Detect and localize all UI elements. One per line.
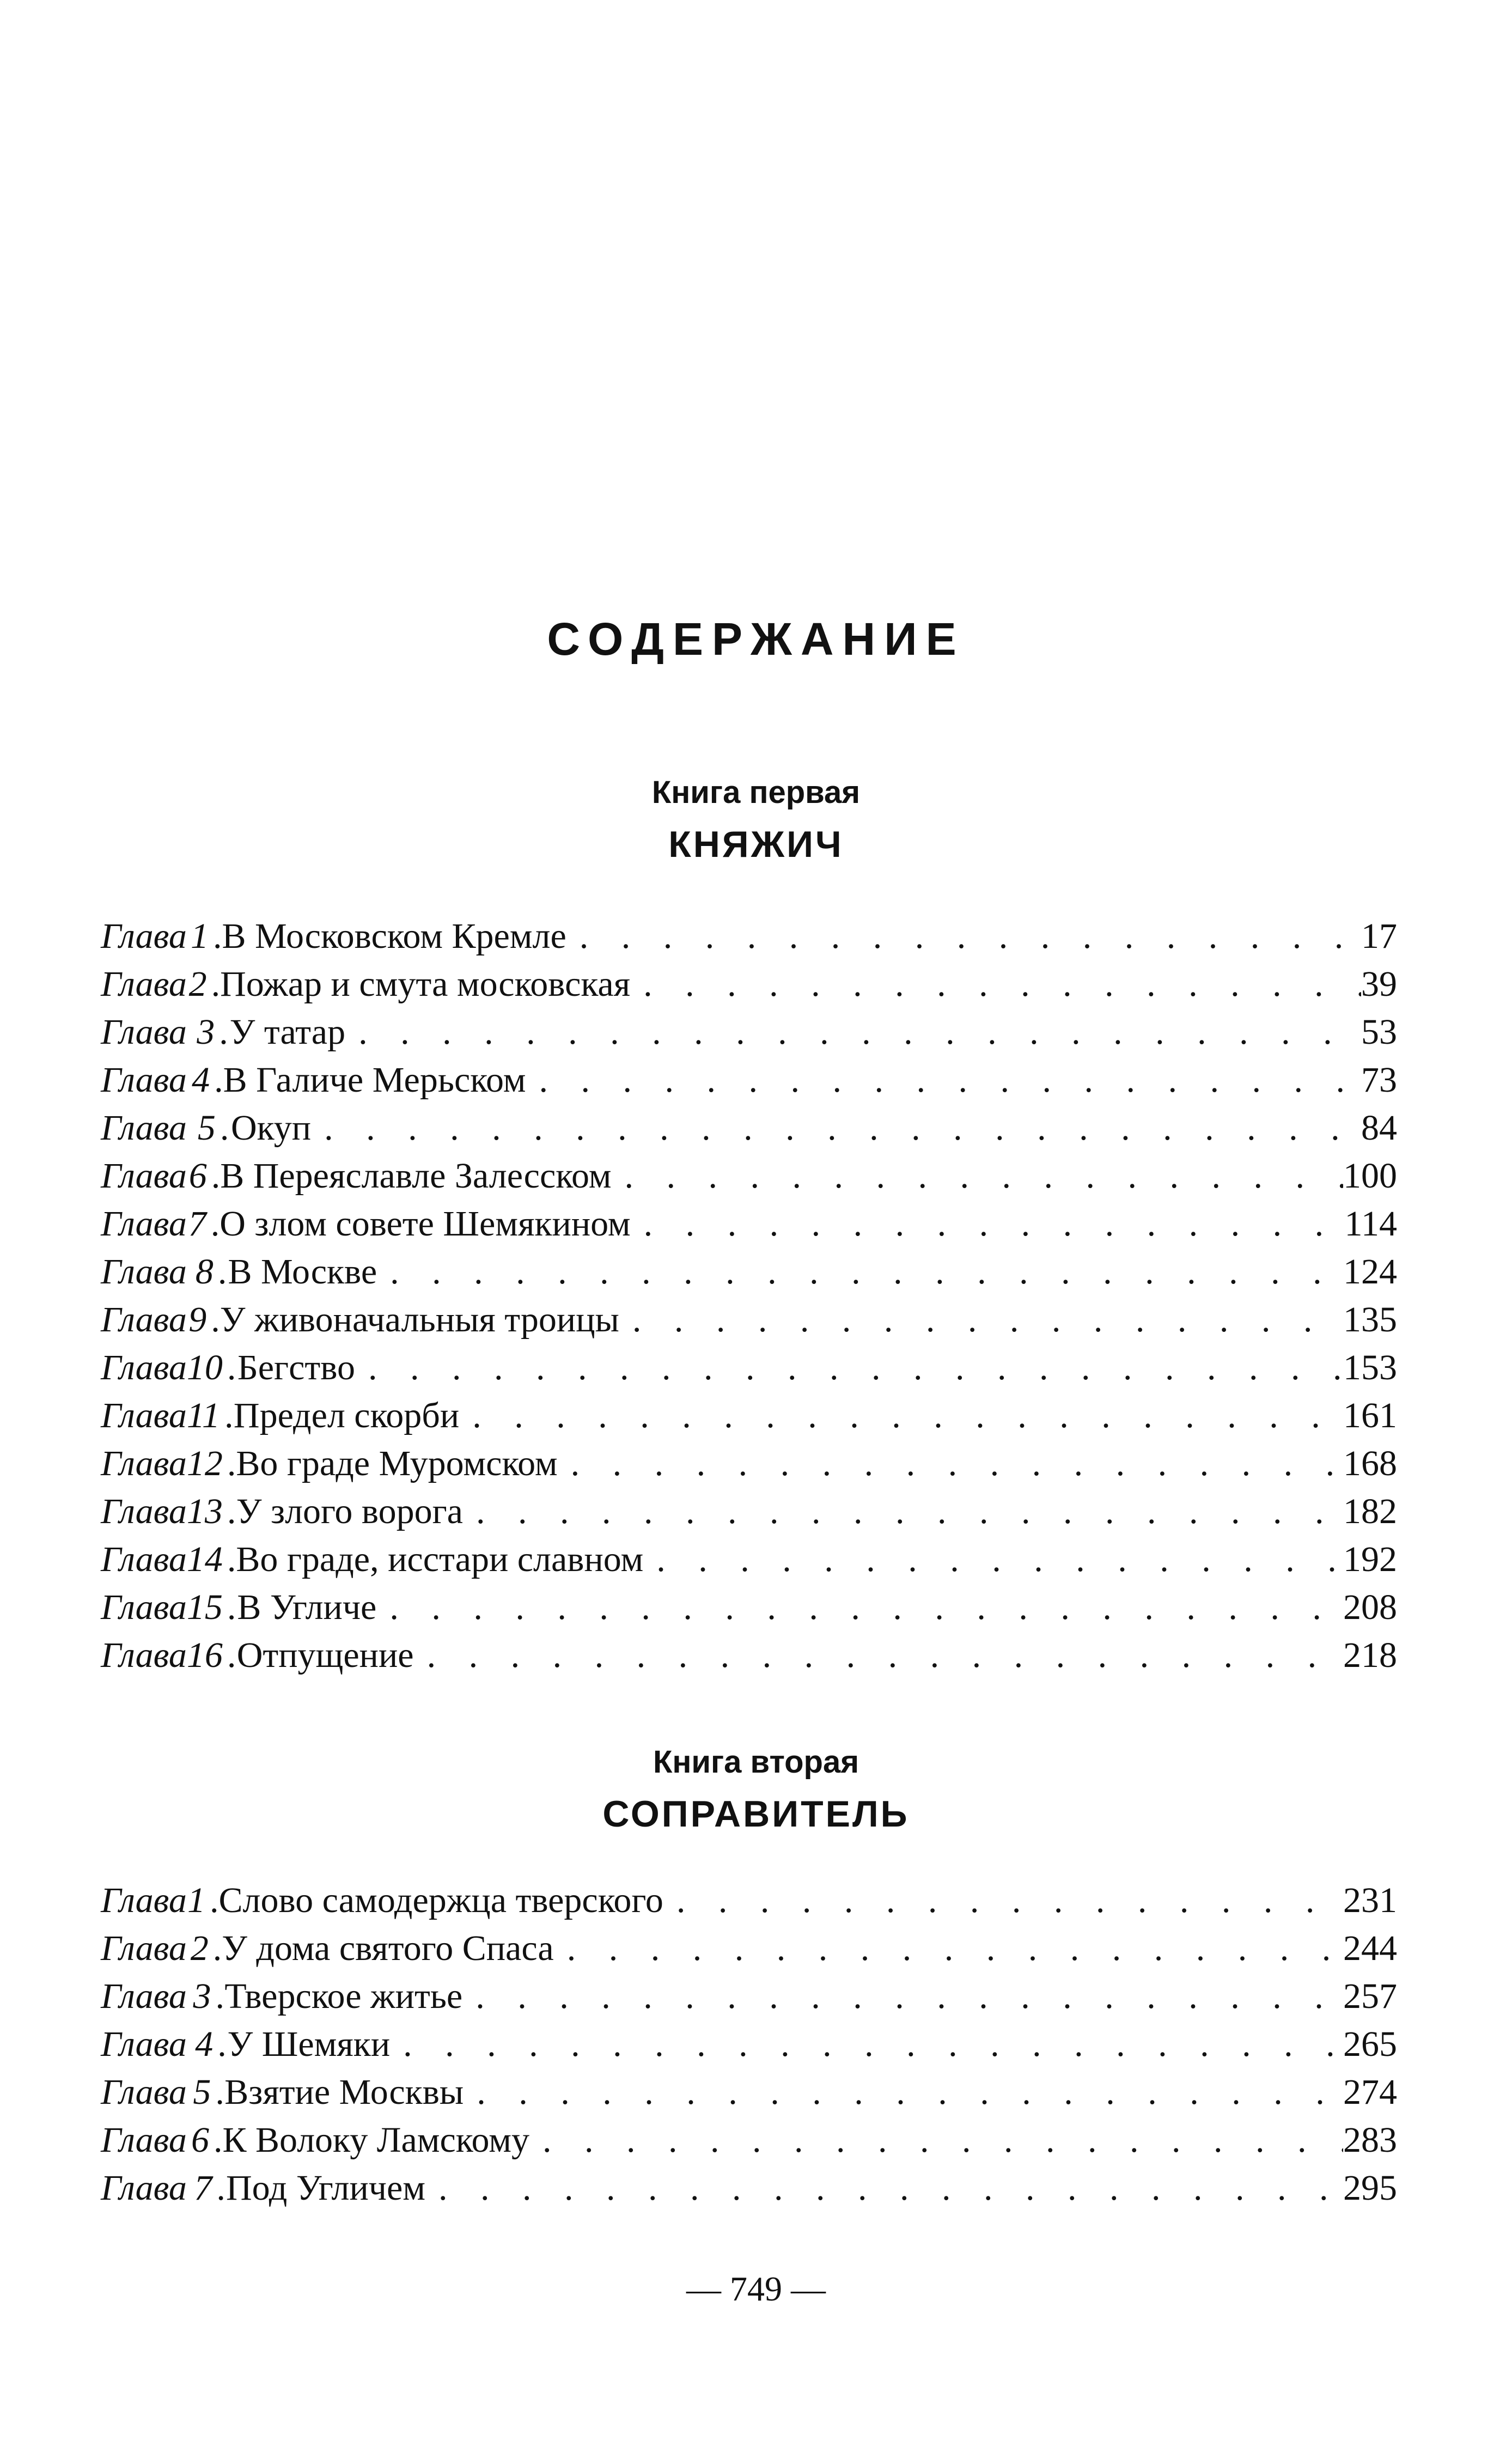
toc-entry — [101, 1488, 1397, 1536]
chapter-word: Глава — [101, 1348, 187, 1387]
chapter-number-period: . — [209, 1880, 219, 1920]
toc-entry — [101, 2164, 1397, 2212]
chapter-number-period: . — [227, 1587, 236, 1627]
chapter-title: Во граде Муромском — [236, 1444, 558, 1483]
toc-entry — [101, 1973, 1397, 2020]
chapter-word: Глава — [101, 1300, 187, 1340]
chapter-number: 5 — [193, 2072, 211, 2112]
dot-leader — [472, 1392, 1343, 1440]
chapter-number-period: . — [215, 1976, 224, 2016]
chapter-title: Взятие Москвы — [224, 2072, 464, 2112]
toc-entry — [101, 1152, 1397, 1200]
chapter-page-number: 192 — [1343, 1539, 1397, 1579]
toc-entry — [101, 1584, 1397, 1632]
chapter-number-period: . — [211, 1156, 221, 1196]
dot-leader — [475, 1973, 1343, 2020]
toc-entry — [101, 2068, 1397, 2116]
chapter-number: 13 — [186, 1492, 223, 1531]
dot-leader — [676, 1877, 1343, 1925]
page-number: — 749 — — [686, 2269, 826, 2308]
chapter-page-number: 84 — [1361, 1108, 1397, 1148]
chapter-number: 8 — [195, 1252, 214, 1292]
chapter-title: Тверское житье — [224, 1976, 463, 2016]
chapter-number: 16 — [186, 1635, 223, 1675]
chapter-word: Глава — [101, 916, 187, 956]
chapter-page-number: 244 — [1343, 1928, 1397, 1968]
toc-entry — [101, 1296, 1397, 1344]
chapter-title: В Переяславле Залесском — [220, 1156, 612, 1196]
chapter-page-number: 17 — [1361, 916, 1397, 956]
chapter-page-number: 73 — [1361, 1060, 1397, 1100]
chapter-word: Глава — [101, 2024, 187, 2064]
chapter-word: Глава — [101, 1880, 187, 1920]
book-one-heading — [0, 768, 1512, 872]
chapter-title: В Москве — [228, 1252, 377, 1292]
chapter-page-number: 283 — [1343, 2120, 1397, 2160]
book-two-heading — [0, 1738, 1512, 1841]
dot-leader — [644, 1200, 1345, 1248]
chapter-page-number: 124 — [1343, 1252, 1397, 1292]
chapter-page-number: 168 — [1343, 1444, 1397, 1483]
chapter-word: Глава — [101, 1108, 187, 1148]
chapter-word: Глава — [101, 1444, 187, 1483]
chapter-title: У злого ворога — [236, 1492, 463, 1531]
chapter-title: К Волоку Ламскому — [222, 2120, 530, 2160]
chapter-number-period: . — [219, 1012, 228, 1052]
dot-leader — [656, 1536, 1343, 1584]
chapter-title: Слово самодержца тверского — [218, 1880, 663, 1920]
chapter-title: Во граде, исстари славном — [236, 1539, 644, 1579]
chapter-title: У дома святого Спаса — [222, 1928, 554, 1968]
chapter-page-number: 182 — [1343, 1492, 1397, 1531]
chapter-title: Окуп — [231, 1108, 312, 1148]
chapter-title: Предел скорби — [233, 1396, 460, 1435]
chapter-number: 6 — [188, 1156, 207, 1196]
chapter-number-period: . — [227, 1635, 236, 1675]
chapter-number-period: . — [220, 1108, 229, 1148]
chapter-title: У Шемяки — [227, 2024, 391, 2064]
chapter-page-number: 208 — [1343, 1587, 1397, 1627]
chapter-number-period: . — [210, 1204, 220, 1244]
chapter-word: Глава — [101, 1587, 187, 1627]
chapter-number-period: . — [212, 916, 222, 956]
chapter-title: В Галиче Мерьском — [223, 1060, 526, 1100]
dot-leader — [427, 1632, 1343, 1679]
chapter-page-number: 295 — [1343, 2168, 1397, 2208]
chapter-number-period: . — [214, 1060, 223, 1100]
chapter-page-number: 100 — [1343, 1156, 1397, 1196]
chapter-number-period: . — [224, 1396, 234, 1435]
toc-entry — [101, 1877, 1397, 1925]
chapter-word: Глава — [101, 1492, 187, 1531]
dot-leader — [403, 2020, 1343, 2068]
chapter-number-period: . — [227, 1444, 236, 1483]
book-two-contents — [101, 1877, 1397, 2212]
chapter-word: Глава — [101, 1635, 187, 1675]
chapter-title: В Московском Кремле — [222, 916, 566, 956]
dot-leader — [477, 2068, 1343, 2116]
dot-leader — [580, 912, 1361, 960]
chapter-word: Глава — [101, 1539, 187, 1579]
chapter-number-period: . — [211, 964, 221, 1004]
chapter-number: 5 — [197, 1108, 216, 1148]
chapter-word: Глава — [101, 2072, 187, 2112]
toc-entry — [101, 1104, 1397, 1152]
chapter-number: 2 — [190, 1928, 209, 1968]
chapter-title: Под Угличем — [226, 2168, 426, 2208]
chapter-page-number: 135 — [1343, 1300, 1397, 1340]
chapter-number: 14 — [186, 1539, 223, 1579]
chapter-number-period: . — [217, 2024, 227, 2064]
dot-leader — [542, 2116, 1343, 2164]
toc-entry — [101, 2020, 1397, 2068]
dot-leader — [539, 1056, 1361, 1104]
chapter-number-period: . — [215, 2072, 224, 2112]
chapter-number: 10 — [186, 1348, 223, 1387]
dot-leader — [476, 1488, 1343, 1536]
dot-leader — [643, 960, 1361, 1008]
dot-leader — [438, 2164, 1343, 2212]
book-one-title: КНЯЖИЧ — [668, 824, 844, 865]
toc-entry — [101, 1344, 1397, 1392]
chapter-word: Глава — [101, 2120, 187, 2160]
chapter-number: 4 — [192, 1060, 210, 1100]
book-two-label: Книга вторая — [653, 1744, 859, 1780]
chapter-page-number: 39 — [1361, 964, 1397, 1004]
chapter-page-number: 153 — [1343, 1348, 1397, 1387]
chapter-number: 1 — [187, 1880, 205, 1920]
toc-entry — [101, 912, 1397, 960]
toc-entry — [101, 1925, 1397, 1973]
toc-entry — [101, 1440, 1397, 1488]
chapter-number-period: . — [227, 1539, 236, 1579]
dot-leader — [324, 1104, 1355, 1152]
chapter-page-number: 218 — [1343, 1635, 1397, 1675]
book-one-contents — [101, 912, 1397, 1679]
chapter-title: В Угличе — [237, 1587, 377, 1627]
toc-entry — [101, 960, 1397, 1008]
chapter-page-number: 257 — [1343, 1976, 1397, 2016]
chapter-word: Глава — [101, 1252, 187, 1292]
chapter-number: 3 — [197, 1012, 215, 1052]
chapter-title: У живоначальныя троицы — [220, 1300, 619, 1340]
chapter-word: Глава — [101, 1060, 187, 1100]
chapter-number-period: . — [227, 1492, 236, 1531]
book-one-label: Книга первая — [651, 775, 861, 810]
chapter-page-number: 53 — [1361, 1012, 1397, 1052]
toc-entry — [101, 1008, 1397, 1056]
chapter-word: Глава — [101, 1156, 187, 1196]
chapter-page-number: 274 — [1343, 2072, 1397, 2112]
chapter-page-number: 231 — [1343, 1880, 1397, 1920]
dot-leader — [571, 1440, 1343, 1488]
chapter-word: Глава — [101, 964, 187, 1004]
dot-leader — [390, 1248, 1343, 1296]
chapter-number: 11 — [186, 1396, 220, 1435]
toc-entry — [101, 1200, 1397, 1248]
chapter-number-period: . — [211, 1300, 220, 1340]
book-two-title: СОПРАВИТЕЛЬ — [602, 1793, 910, 1835]
chapter-title: Бегство — [237, 1348, 355, 1387]
chapter-title: О злом совете Шемякином — [220, 1204, 631, 1244]
dot-leader — [567, 1925, 1343, 1973]
dot-leader — [389, 1584, 1343, 1632]
chapter-word: Глава — [101, 2168, 187, 2208]
chapter-number-period: . — [213, 2120, 223, 2160]
dot-leader — [625, 1152, 1344, 1200]
chapter-number-period: . — [212, 1928, 222, 1968]
chapter-word: Глава — [101, 1396, 187, 1435]
chapter-page-number: 161 — [1343, 1396, 1397, 1435]
chapter-title: Отпущение — [236, 1635, 414, 1675]
chapter-number: 9 — [188, 1300, 207, 1340]
page-title: СОДЕРЖАНИЕ — [547, 613, 965, 665]
chapter-number-period: . — [217, 1252, 227, 1292]
chapter-number: 1 — [190, 916, 209, 956]
toc-entry — [101, 1056, 1397, 1104]
chapter-number: 7 — [188, 1204, 206, 1244]
chapter-word: Глава — [101, 1976, 187, 2016]
chapter-number: 4 — [195, 2024, 214, 2064]
chapter-number-period: . — [216, 2168, 225, 2208]
dot-leader — [368, 1344, 1343, 1392]
chapter-title: У татар — [229, 1012, 346, 1052]
chapter-page-number: 114 — [1344, 1204, 1397, 1244]
chapter-number: 7 — [194, 2168, 212, 2208]
chapter-number: 6 — [191, 2120, 209, 2160]
chapter-word: Глава — [101, 1204, 187, 1244]
toc-entry — [101, 1392, 1397, 1440]
chapter-number: 2 — [188, 964, 207, 1004]
chapter-number: 3 — [193, 1976, 211, 2016]
chapter-title: Пожар и смута московская — [220, 964, 631, 1004]
toc-entry — [101, 2116, 1397, 2164]
chapter-number: 12 — [186, 1444, 223, 1483]
chapter-word: Глава — [101, 1928, 187, 1968]
toc-entry — [101, 1632, 1397, 1679]
dot-leader — [358, 1008, 1356, 1056]
chapter-word: Глава — [101, 1012, 187, 1052]
dot-leader — [632, 1296, 1343, 1344]
chapter-number: 15 — [186, 1587, 223, 1627]
toc-entry — [101, 1248, 1397, 1296]
toc-entry — [101, 1536, 1397, 1584]
chapter-page-number: 265 — [1343, 2024, 1397, 2064]
chapter-number-period: . — [227, 1348, 236, 1387]
